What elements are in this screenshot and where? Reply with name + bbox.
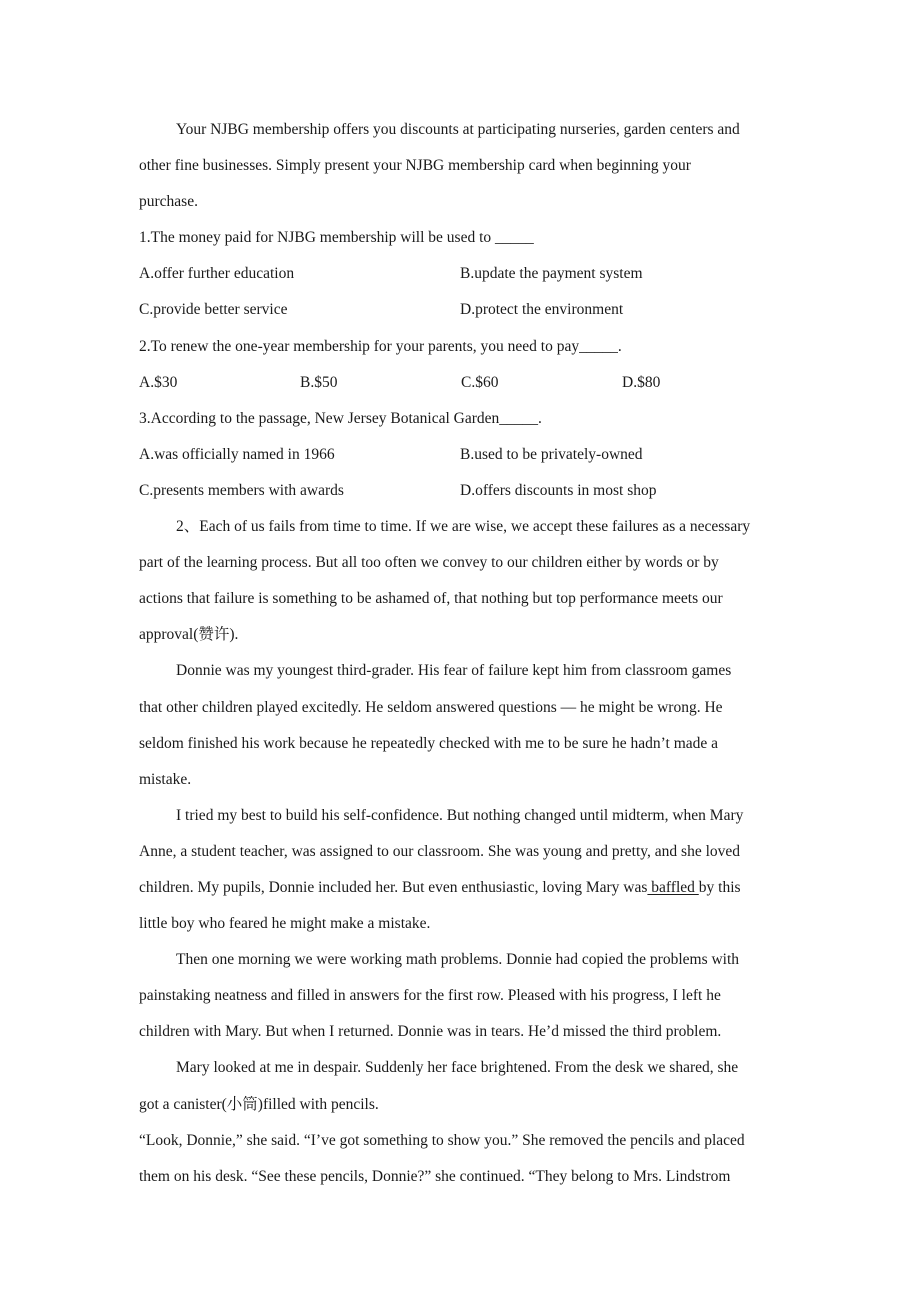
option-d: D.offers discounts in most shop: [460, 481, 657, 499]
paragraph-line: “Look, Donnie,” she said. “I’ve got something to show you.” She removed the pencils and placed: [139, 1131, 745, 1149]
option-b: B.update the payment system: [460, 265, 643, 283]
paragraph-line: seldom finished his work because he repeatedly checked with me to be sure he hadn’t made a: [139, 734, 719, 752]
option-a: A.offer further education: [139, 265, 295, 283]
option-d: D.protect the environment: [460, 301, 624, 319]
option-d: D.$80: [622, 373, 661, 391]
question-2-stem: 2.To renew the one-year membership for your parents, you need to pay_____.: [139, 337, 622, 355]
paragraph-line-with-underline: [139, 870, 784, 906]
paragraph-line: part of the learning process. But all too often we convey to our children either by words or by: [139, 554, 719, 572]
option-b: B.used to be privately-owned: [460, 445, 643, 463]
option-c: C.presents members with awards: [139, 481, 344, 499]
paragraph-line: 2、Each of us fails from time to time. If we are wise, we accept these failures as a necessary: [176, 518, 751, 536]
underlined-word-baffled: baffled: [647, 878, 699, 896]
option-c: C.$60: [461, 373, 499, 391]
paragraph-line: Then one morning we were working math problems. Donnie had copied the problems with: [176, 951, 740, 969]
paragraph-line: that other children played excitedly. He seldom answered questions — he might be wrong. He: [139, 698, 723, 716]
paragraph-line: approval(赞许).: [139, 626, 239, 644]
question-1-options-row-2: [139, 292, 784, 328]
document-page: [139, 112, 784, 1195]
paragraph-line: them on his desk. “See these pencils, Donnie?” she continued. “They belong to Mrs. Lindstrom: [139, 1167, 731, 1185]
option-c: C.provide better service: [139, 301, 288, 319]
paragraph-line: Donnie was my youngest third-grader. His fear of failure kept him from classroom games: [176, 662, 732, 680]
text-before: children. My pupils, Donnie included her. But even enthusiastic, loving Mary was: [139, 878, 648, 896]
question-3-stem: 3.According to the passage, New Jersey Botanical Garden_____.: [139, 409, 542, 427]
paragraph-line: little boy who feared he might make a mistake.: [139, 915, 431, 933]
option-b: B.$50: [300, 373, 338, 391]
paragraph-line: got a canister(小筒)filled with pencils.: [139, 1095, 379, 1113]
option-a: A.$30: [139, 373, 178, 391]
paragraph-line: children with Mary. But when I returned. Donnie was in tears. He’d missed the third problem.: [139, 1023, 722, 1041]
question-1-stem: 1.The money paid for NJBG membership will be used to _____: [139, 229, 534, 247]
paragraph-line: mistake.: [139, 770, 192, 788]
paragraph-line: actions that failure is something to be ashamed of, that nothing but top performance meets our: [139, 590, 723, 608]
paragraph-line: I tried my best to build his self-confidence. But nothing changed until midterm, when Mary: [176, 806, 744, 824]
question-1-options-row-1: [139, 256, 784, 292]
intro-line: Your NJBG membership offers you discounts at participating nurseries, garden centers and: [176, 121, 740, 138]
text-after: by this: [698, 878, 741, 896]
intro-line: purchase.: [139, 193, 198, 211]
paragraph-line: Anne, a student teacher, was assigned to our classroom. She was young and pretty, and she loved: [139, 842, 741, 860]
intro-line: other fine businesses. Simply present your NJBG membership card when beginning your: [139, 157, 691, 175]
option-a: A.was officially named in 1966: [139, 445, 335, 463]
question-2-options-row: [139, 365, 784, 401]
question-3-options-row-2: [139, 473, 784, 509]
paragraph-line: Mary looked at me in despair. Suddenly her face brightened. From the desk we shared, she: [176, 1059, 739, 1077]
paragraph-line: painstaking neatness and filled in answers for the first row. Pleased with his progress, I left he: [139, 987, 721, 1005]
question-3-options-row-1: [139, 437, 784, 473]
